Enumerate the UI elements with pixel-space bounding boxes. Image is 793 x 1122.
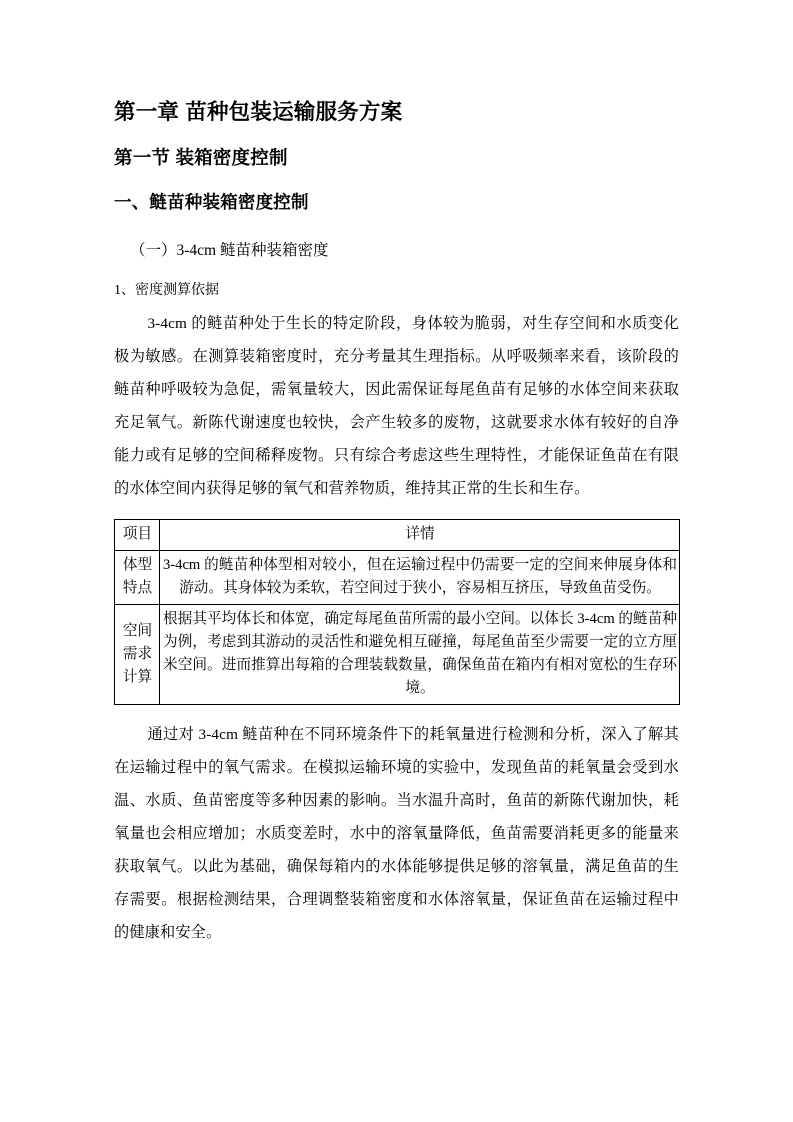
body-paragraph-1: 3-4cm 的鲢苗种处于生长的特定阶段，身体较为脆弱，对生存空间和水质变化极为敏感。在测算装箱密度时，充分考量其生理指标。从呼吸频率来看，该阶段的鲢苗种呼吸较为急促，需氧量较大，因此需保证每尾鱼苗有足够的水体空间来获取充足氧气。新陈代谢速度也较快，会产生较多的废物，这就要求水体有较好的自净能力或有足够的空间稀释废物。只有综合考虑这些生理特性，才能保证鱼苗在有限的水体空间内获得足够的氧气和营养物质，维持其正常的生长和生存。 xyxy=(114,315,679,497)
table-cell-detail: 3-4cm 的鲢苗种体型相对较小，但在运输过程中仍需要一定的空间来伸展身体和游动。其身体较为柔软，若空间过于狭小，容易相互挤压，导致鱼苗受伤。 xyxy=(160,551,680,605)
numbered-list-title: 1、密度测算依据 xyxy=(114,283,219,298)
table-cell-label: 体型特点 xyxy=(115,551,160,605)
table-row xyxy=(115,605,680,705)
subsection-title: 一、鲢苗种装箱密度控制 xyxy=(114,192,309,212)
body-paragraph-2: 通过对 3-4cm 鲢苗种在不同环境条件下的耗氧量进行检测和分析，深入了解其在运输过程中的氧气需求。在模拟运输环境的实验中，发现鱼苗的耗氧量会受到水温、水质、鱼苗密度等多种因素的影响。当水温升高时，鱼苗的新陈代谢加快，耗氧量也会相应增加；水质变差时，水中的溶氧量降低，鱼苗需要消耗更多的能量来获取氧气。以此为基础，确保每箱内的水体能够提供足够的溶氧量，满足鱼苗的生存需要。根据检测结果，合理调整装箱密度和水体溶氧量，保证鱼苗在运输过程中的健康和安全。 xyxy=(114,726,679,941)
document-body xyxy=(114,102,679,949)
chapter-title: 第一章 苗种包装运输服务方案 xyxy=(114,100,403,124)
section-title: 第一节 装箱密度控制 xyxy=(114,146,288,168)
table-header-item: 项目 xyxy=(115,520,160,551)
table-header-detail: 详情 xyxy=(160,520,680,551)
specification-table xyxy=(114,519,680,705)
table-row xyxy=(115,551,680,605)
table-cell-detail: 根据其平均体长和体宽，确定每尾鱼苗所需的最小空间。以体长 3-4cm 的鲢苗种为例，考虑到其游动的灵活性和避免相互碰撞，每尾鱼苗至少需要一定的立方厘米空间。进而推算出每箱的合理装载数量，确保鱼苗在箱内有相对宽松的生存环境。 xyxy=(160,605,680,705)
table-cell-label: 空间需求计算 xyxy=(115,605,160,705)
level-title: （一）3-4cm 鲢苗种装箱密度 xyxy=(130,241,329,259)
table-header-row xyxy=(115,520,680,551)
